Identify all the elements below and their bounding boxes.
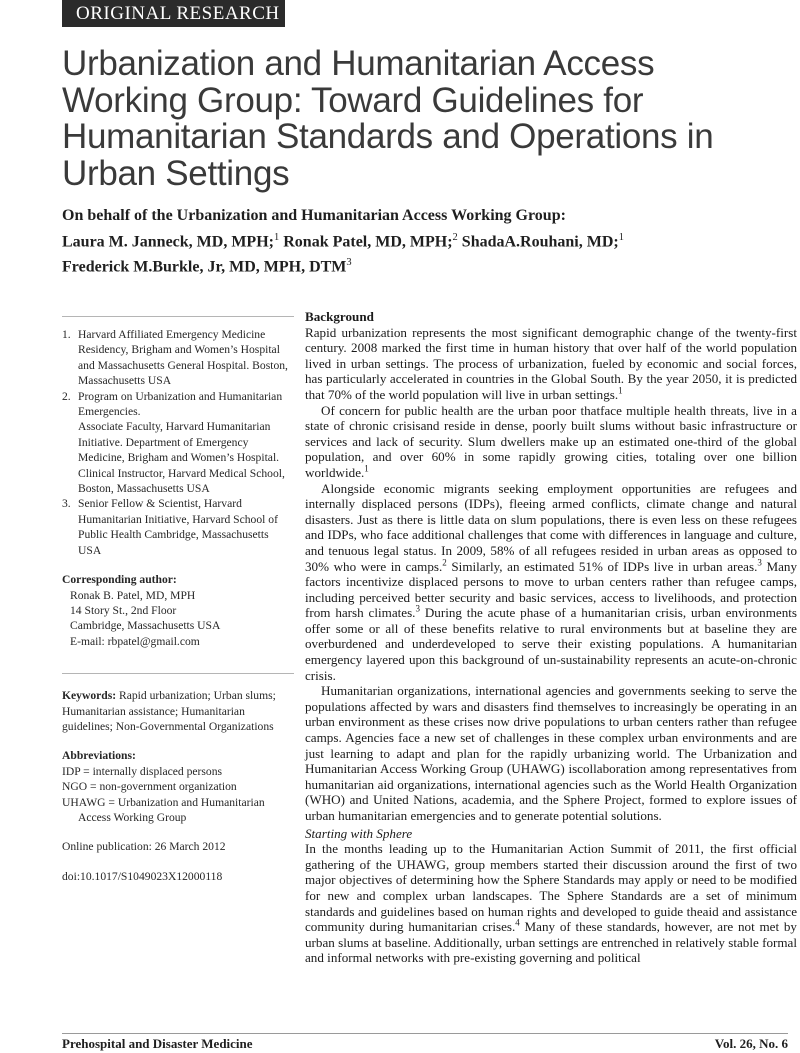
- citation-marker: 1: [364, 463, 369, 474]
- volume-issue: Vol. 26, No. 6: [714, 1036, 788, 1051]
- author-janneck: Laura M. Janneck, MD, MPH;: [62, 232, 274, 250]
- corresponding-author-address: 14 Story St., 2nd Floor: [70, 603, 177, 617]
- article-body: [305, 309, 797, 966]
- online-publication: Online publication: 26 March 2012: [62, 840, 226, 854]
- corresponding-author-city: Cambridge, Massachusetts USA: [70, 619, 221, 633]
- journal-name: Prehospital and Disaster Medicine: [62, 1036, 253, 1051]
- affiliation-marker: 2: [452, 231, 458, 243]
- affiliation-marker: 3: [346, 257, 352, 269]
- affiliation-marker: 1: [618, 231, 624, 243]
- citation-marker: 4: [515, 917, 520, 928]
- affiliations-list: [62, 327, 294, 558]
- affiliation-item: [62, 496, 294, 558]
- affiliation-item: [62, 389, 294, 420]
- paragraph: Of concern for public health are the urban poor thatface multiple health threats, live in a state of chronic crisisand reside in dense, poorly built slums without basic infrastructure or services and lack of security. Slum dwellers make up an estimated one-third of the global population, and over 60% in some rapidly growing cities, totaling over one billion worldwide.$^1$: [305, 402, 797, 480]
- abbreviation-item: UHAWG = Urbanization and Humanitarian Access Working Group: [62, 795, 265, 824]
- author-burkle: Frederick M.Burkle, Jr, MD, MPH, DTM: [62, 258, 347, 276]
- author-rouhani: ShadaA.Rouhani, MD;: [457, 232, 619, 250]
- affiliation-marker: 1: [273, 231, 280, 243]
- corresponding-author-email: E-mail: rbpatel@gmail.com: [70, 634, 200, 648]
- authors-line-2: [62, 252, 782, 278]
- paragraph: Alongside economic migrants seeking employment opportunities are refugees and internally displaced persons (IDPs), fleeing armed conflicts, climate change and natural disasters. Just as there is little data on slum populations, there is even less on these refugees and IDPs, who face additional challenges that come with differences in language and culture, and tenuous legal status. In 2009, 58% of all refugees resided in urban areas as opposed to 30% who were in camps.$^2$ Similarly, an estimated 51% of IDPs live in urban areas.$^3$ Many factors incentivize displaced persons to move to urban centers rather than refugee camps, including perceived better security and basic services, access to livelihoods, and protection from harsh climates.$^3$ During the acute phase of a humanitarian crisis, urban environments offer some or all of these benefits relative to rural environments but at baseline they are overburdened and underdeveloped to serve their existing populations. A humanitarian emergency layered upon this background of un-sustainability represents an acute-on-chronic crisis.: [305, 480, 798, 683]
- affiliation-number: 3.: [62, 497, 71, 511]
- keywords-label: Keywords:: [62, 689, 117, 703]
- citation-marker: 3: [415, 603, 420, 614]
- article-title: Urbanization and Humanitarian Access Working Group: Toward Guidelines for Humanitarian Standards and Operations in Urban Settings: [62, 44, 714, 193]
- affiliation-text: Program on Urbanization and Humanitarian Emergencies.: [78, 389, 283, 419]
- paragraph: Rapid urbanization represents the most significant demographic change of the twenty-first century. 2008 marked the first time in human history that over half of the world population lived in urban settings. The process of urbanization, fueled by economic and social forces, has particularly accelerated in countries in the Global South. By the year 2050, it is predicted that 70% of the world population will live in urban settings.$^1$: [305, 324, 797, 402]
- keywords-text: Rapid urbanization; Urban slums; Humanitarian assistance; Humanitarian guidelines; Non-Governmental Organizations: [62, 689, 276, 733]
- affiliation-item: [62, 327, 294, 389]
- citation-marker: 1: [618, 385, 623, 396]
- abbreviation-item: NGO = non-government organization: [62, 780, 237, 794]
- affiliation-text: Harvard Affiliated Emergency Medicine Residency, Brigham and Women’s Hospital and Massachusetts General Hospital. Boston, Massachusetts USA: [78, 328, 288, 388]
- affiliation-extra-text: Associate Faculty, Harvard Humanitarian Initiative. Department of Emergency Medicine, Brigham and Women’s Hospital. Clinical Instructor, Harvard Medical School, Boston, Massachusetts USA: [78, 420, 285, 496]
- page-footer: [62, 1033, 788, 1052]
- paragraph: In the months leading up to the Humanitarian Action Summit of 2011, the first official gathering of the UHAWG, group members started their discussion around the first of two major objectives of determining how the Sphere Standards may apply or need to be modified for new and complex urban landscapes. The Sphere Standards are a set of minimum standards and guidelines based on human rights and developed to guide theaid and assistance community during humanitarian crises.$^4$ Many of these standards, however, are not met by urban slums at baseline. Additionally, urban settings are entrenched in relatively stable formal and informal networks with pre-existing governing and political: [305, 841, 797, 966]
- working-group-line: On behalf of the Urbanization and Humanitarian Access Working Group:: [62, 207, 566, 224]
- abbreviations-heading: Abbreviations:: [62, 749, 136, 763]
- author-patel: Ronak Patel, MD, MPH;: [279, 232, 453, 250]
- section-label: ORIGINAL RESEARCH: [62, 0, 285, 27]
- affiliation-text: Senior Fellow & Scientist, Harvard Humanitarian Initiative, Harvard School of Public Health Cambridge, Massachusetts USA: [78, 497, 278, 557]
- corresponding-author-heading: Corresponding author:: [62, 573, 177, 587]
- sphere-heading: Starting with Sphere: [305, 825, 413, 841]
- affiliation-extra: [62, 419, 294, 496]
- affiliation-number: 2.: [62, 389, 71, 403]
- authors-line-1: [62, 227, 782, 253]
- corresponding-author-name: Ronak B. Patel, MD, MPH: [70, 588, 196, 602]
- background-heading: Background: [305, 309, 374, 324]
- author-block: [62, 205, 782, 278]
- citation-marker: 2: [442, 557, 447, 568]
- abbreviation-item: IDP = internally displaced persons: [62, 764, 223, 778]
- sidebar: [62, 316, 294, 884]
- keywords: [62, 673, 294, 734]
- affiliation-number: 1.: [62, 328, 71, 341]
- paragraph: Humanitarian organizations, international agencies and governments seeking to serve the populations affected by wars and disasters find themselves to increasingly be operating in an urban environment as these crises now drive populations to urban centers rather than refugee camps. Agencies face a new set of challenges in these complex urban environments and are just learning to adapt and plan for the rapidly urbanizing world. The Urbanization and Humanitarian Access Working Group (UHAWG) iscollaboration among representatives from humanitarian aid organizations, international agencies such as the World Health Organization (WHO) and United Nations, academia, and the Sphere Project, formed to explore issues of urban humanitarian emergencies and to generate potential solutions.: [305, 683, 797, 823]
- doi: doi:10.1017/S1049023X12000118: [62, 869, 223, 883]
- citation-marker: 3: [757, 557, 762, 568]
